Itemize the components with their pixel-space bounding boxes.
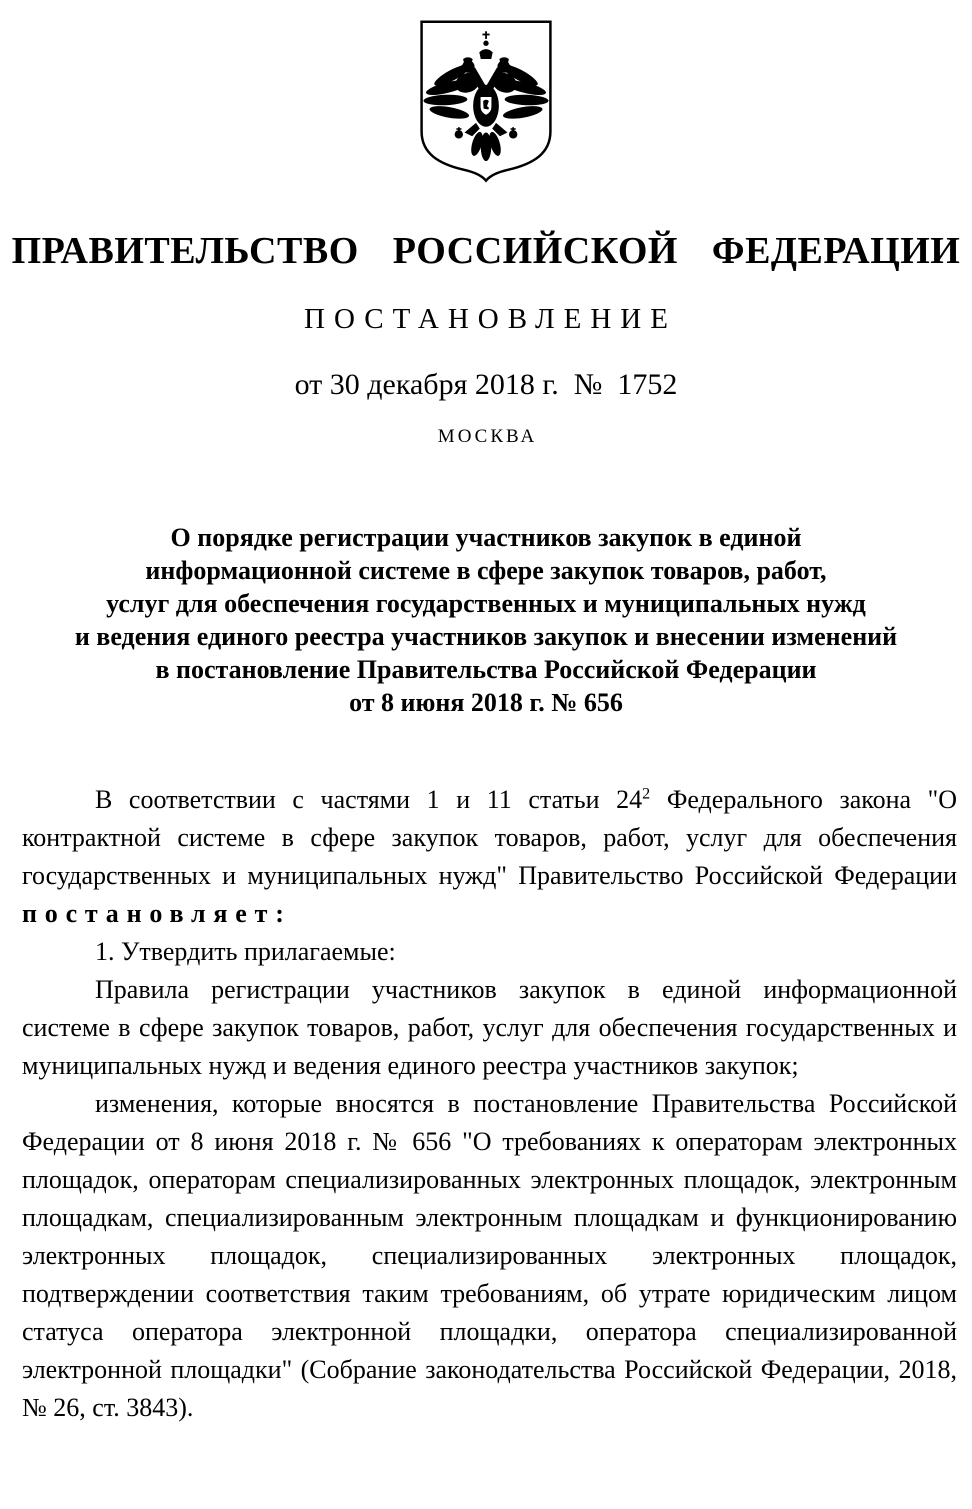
org-name-heading: ПРАВИТЕЛЬСТВО РОССИЙСКОЙ ФЕДЕРАЦИИ (11, 230, 961, 272)
document-title-line: информационной системе в сфере закупок товаров, работ, (145, 556, 827, 585)
document-body (0, 781, 972, 1427)
document-title-line: от 8 июня 2018 г. № 656 (349, 688, 623, 717)
date-number-line: от 30 декабря 2018 г. № 1752 (294, 368, 678, 401)
document-title-line: в постановление Правительства Российской Федерации (155, 655, 817, 684)
double-headed-eagle-icon (413, 14, 559, 186)
paragraph-rules: Правила регистрации участников закупок в единой информационной системе в сфере закупок товаров, работ, услуг для обеспечения государственных и муниципальных нужд и ведения единого реестра участников закупок; (22, 975, 957, 1080)
doc-type-heading: ПОСТАНОВЛЕНИЕ (304, 303, 677, 335)
paragraph-item-1: 1. Утвердить прилагаемые: (95, 937, 396, 966)
city-label: МОСКВА (437, 426, 538, 447)
document-title-line: услуг для обеспечения государственных и муниципальных нужд (106, 589, 866, 618)
preamble-text-after-superscript: Федерального закона "О контрактной системе в сфере закупок товаров, работ, услуг для обеспечения государственных и муниципальных нужд" Правительство Российской Федерации (22, 785, 957, 890)
document-title (0, 521, 972, 719)
document-title-line: и ведения единого реестра участников закупок и внесении изменений (74, 622, 898, 651)
preamble-text-before-superscript: В соответствии с частями 1 и 11 статьи 24 (95, 785, 643, 814)
article-superscript: 2 (642, 785, 651, 803)
paragraph-amendments: изменения, которые вносятся в постановление Правительства Российской Федерации от 8 июня 2018 г. № 656 "О требованиях к операторам электронных площадок, операторам специализированных электронных площадок, электронным площадкам, специализированным электронным площадкам и функционированию электронных площадок, специализированных электронных площадок, подтверждении соответствия таким требованиям, об утрате юридическим лицом статуса оператора электронной площадки, оператора специализированной электронной площадки" (Собрание законодательства Российской Федерации, 2018, № 26, ст. 3843). (22, 1089, 957, 1422)
decree-word: постановляет: (22, 899, 292, 928)
paragraph-preamble (22, 781, 957, 933)
document-title-line: О порядке регистрации участников закупок в единой (170, 523, 802, 552)
coat-of-arms (413, 14, 559, 186)
